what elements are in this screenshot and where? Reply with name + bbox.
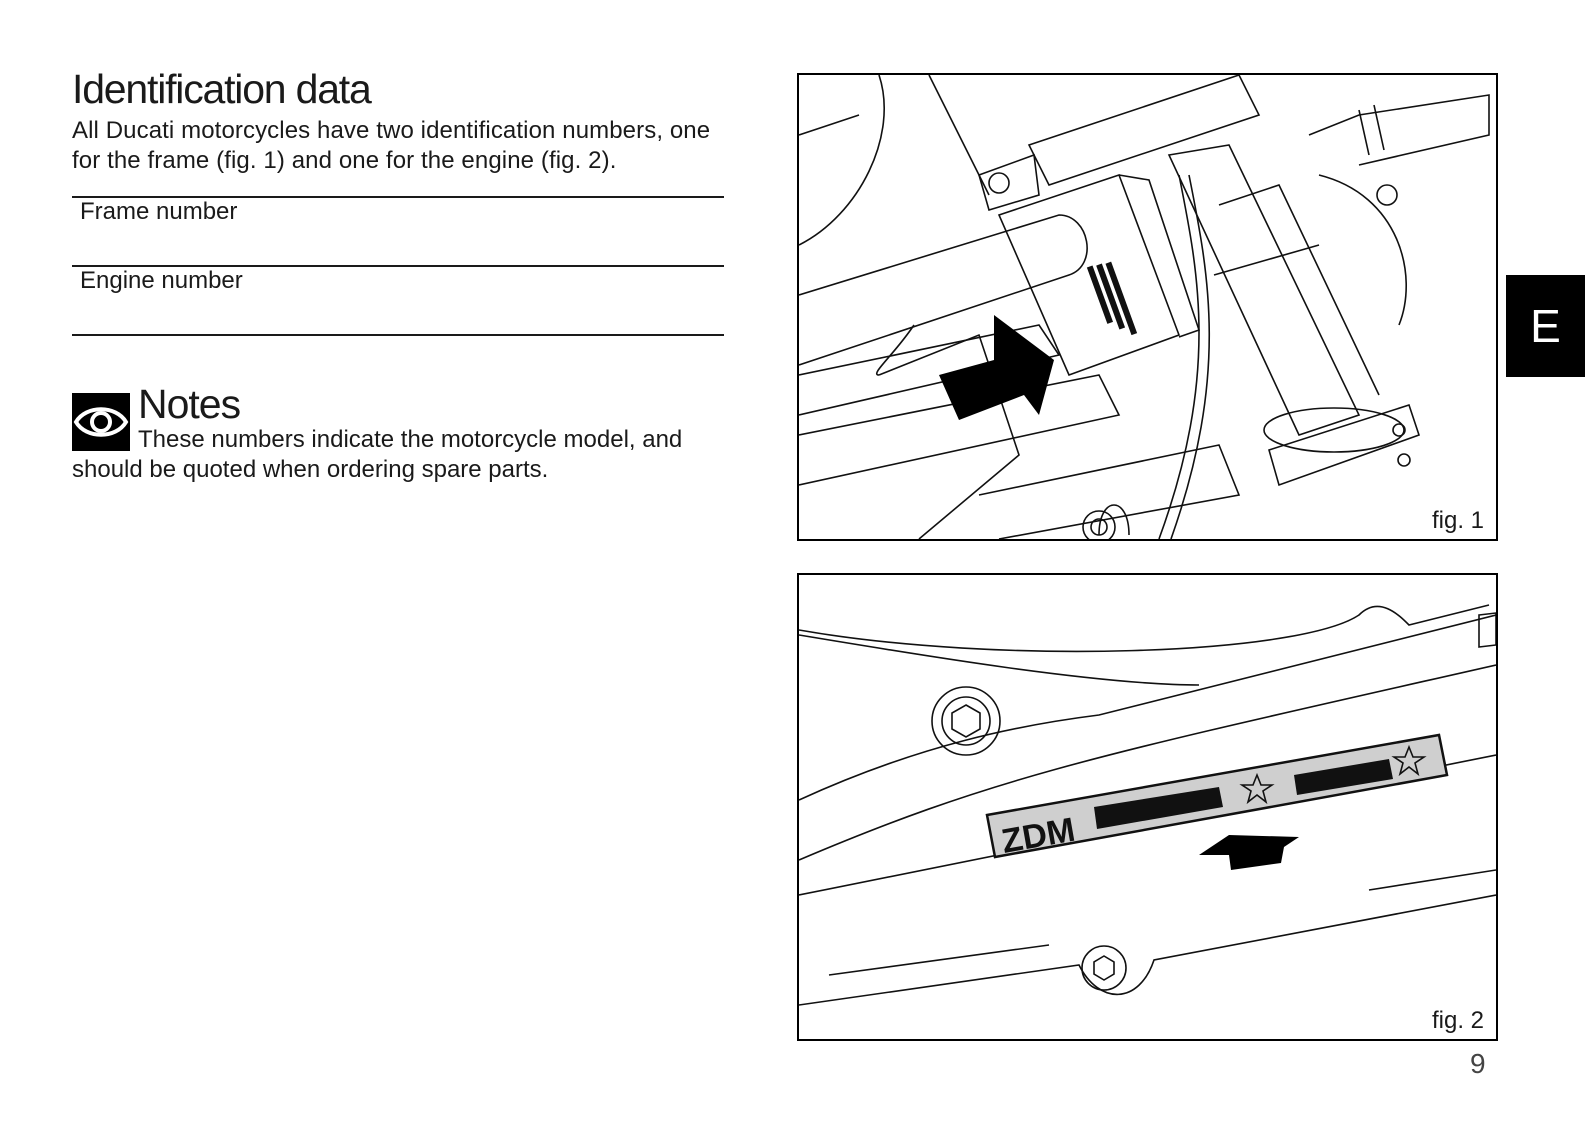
section-tab: E — [1506, 275, 1585, 377]
frame-illustration — [799, 75, 1496, 539]
figure-caption: fig. 2 — [1431, 1007, 1484, 1034]
identification-section — [72, 66, 724, 485]
intro-paragraph: All Ducati motorcycles have two identification numbers, one for the frame (fig. 1) and one for the engine (fig. 2). — [72, 117, 711, 174]
notes-text: These numbers indicate the motorcycle model, and should be quoted when ordering spare parts. — [72, 426, 683, 483]
section-title: Identification data — [72, 66, 371, 112]
arrow-icon — [1199, 835, 1299, 870]
form-bottom-rule — [72, 334, 724, 336]
engine-number-row — [72, 265, 724, 334]
figure-caption: fig. 1 — [1431, 507, 1484, 534]
eye-icon — [72, 393, 130, 451]
frame-number-label: Frame number — [80, 198, 238, 225]
engine-number-label: Engine number — [80, 267, 243, 294]
figure-frame-number — [797, 73, 1498, 541]
engine-illustration — [799, 575, 1496, 1039]
notes-title: Notes — [138, 381, 241, 427]
arrow-icon — [939, 315, 1054, 420]
figure-engine-number — [797, 573, 1498, 1041]
page-number: 9 — [1470, 1048, 1486, 1079]
engine-plate — [987, 735, 1447, 861]
frame-stamp — [1087, 262, 1137, 335]
frame-number-row — [72, 196, 724, 265]
notes-box — [72, 383, 724, 485]
plate-text: ZDM — [998, 810, 1078, 861]
